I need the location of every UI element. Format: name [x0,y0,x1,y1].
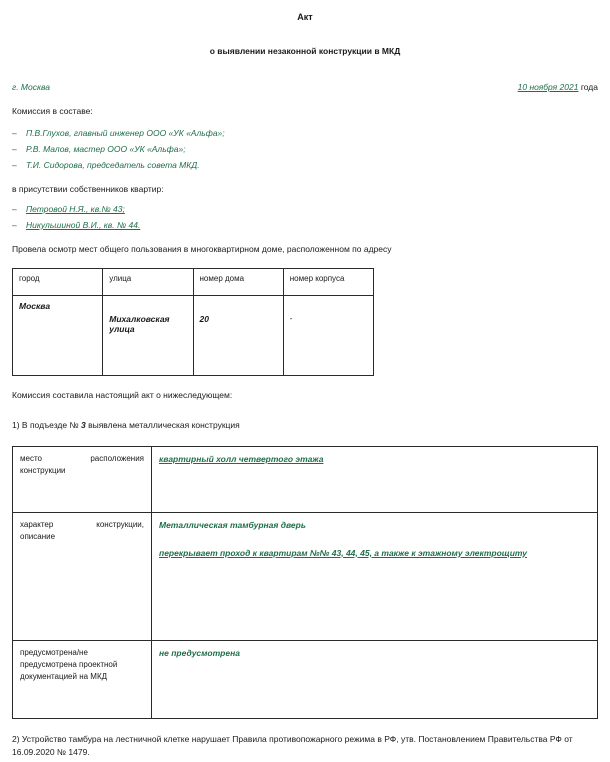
label-part: конструкции, [96,520,144,529]
cell-value: Михалковская улица [109,314,170,334]
owners-intro: в присутствии собственников квартир: [12,184,164,194]
row-label-provided [13,641,152,719]
label-part: место [20,454,42,463]
table-row [13,296,374,376]
item-1-suffix: выявлена металлическая конструкция [85,420,240,430]
item-2: 2) Устройство тамбура на лестничной клетке нарушает Правила противопожарного режима в РФ, утв. Постановлением Правительства РФ от 16.09.2020 № 1479. [12,734,573,757]
column-header-building: номер корпуса [283,269,373,296]
member-name: Т.И. Сидорова, председатель совета МКД. [26,160,200,170]
dash-icon: – [12,144,17,154]
label-part: предусмотрена проектной документацией на МКД [20,660,118,681]
row-value-provided [152,641,598,719]
page-subtitle: о выявлении незаконной конструкции в МКД [209,46,401,56]
page-title: Акт [297,12,313,22]
cell-value: Москва [19,301,51,311]
date-block [518,82,598,92]
cell-value: не предусмотрена [159,648,240,658]
cell-city [13,296,103,376]
table-row [13,513,598,641]
owners-list [12,204,598,230]
cell-house [193,296,283,376]
label-part: описание [20,532,56,541]
row-value-description [152,513,598,641]
cell-value: квартирный холл четвертого этажа [159,454,324,464]
cell-value: 20 [199,314,209,324]
table-header-row [13,269,374,296]
column-header-house: номер дома [193,269,283,296]
owner-name: Петровой Н.Я., кв.№ 43; [26,204,125,214]
row-value-location [152,447,598,513]
member-name: П.В.Глухов, главный инженер ООО «УК «Альфа»; [26,128,225,138]
list-item [12,128,598,138]
label-part: конструкции [20,466,66,475]
date-value: 10 ноября 2021 [517,82,579,92]
column-header-city: город [13,269,103,296]
cell-street [103,296,193,376]
dash-icon: – [12,204,17,214]
place-date-row [12,82,598,92]
row-label-location [13,447,152,513]
date-suffix: года [578,82,598,92]
dash-icon: – [12,220,17,230]
owner-name: Никульшиной В.И., кв. № 44. [26,220,141,230]
cell-value: - [289,314,293,323]
list-item [12,204,598,214]
cell-value: перекрывает проход к квартирам №№ 43, 44, 45, а также к этажному электрощиту [159,547,527,558]
list-item [12,220,598,230]
after-table-text: Комиссия составила настоящий акт о нижеследующем: [12,390,233,400]
cell-value: Металлическая тамбурная дверь [159,520,306,530]
city-label: г. Москва [12,82,50,92]
column-header-street: улица [103,269,193,296]
item-1-prefix: 1) В подъезде № [12,420,81,430]
item-1 [12,420,598,430]
table-row [13,447,598,513]
list-item [12,160,598,170]
table-row [13,641,598,719]
detail-table [12,446,598,719]
inspection-intro: Провела осмотр мест общего пользования в многоквартирном доме, расположенном по адресу [12,244,392,254]
label-part: расположения [90,454,144,463]
dash-icon: – [12,128,17,138]
row-label-description [13,513,152,641]
item-1-number: 3 [80,420,86,430]
label-part: предусмотрена/не [20,648,88,657]
dash-icon: – [12,160,17,170]
member-name: Р.В. Малов, мастер ООО «УК «Альфа»; [26,144,186,154]
commission-members [12,128,598,170]
commission-intro: Комиссия в составе: [12,106,93,116]
cell-building [283,296,373,376]
address-table [12,268,374,376]
list-item [12,144,598,154]
label-part: характер [20,520,54,529]
